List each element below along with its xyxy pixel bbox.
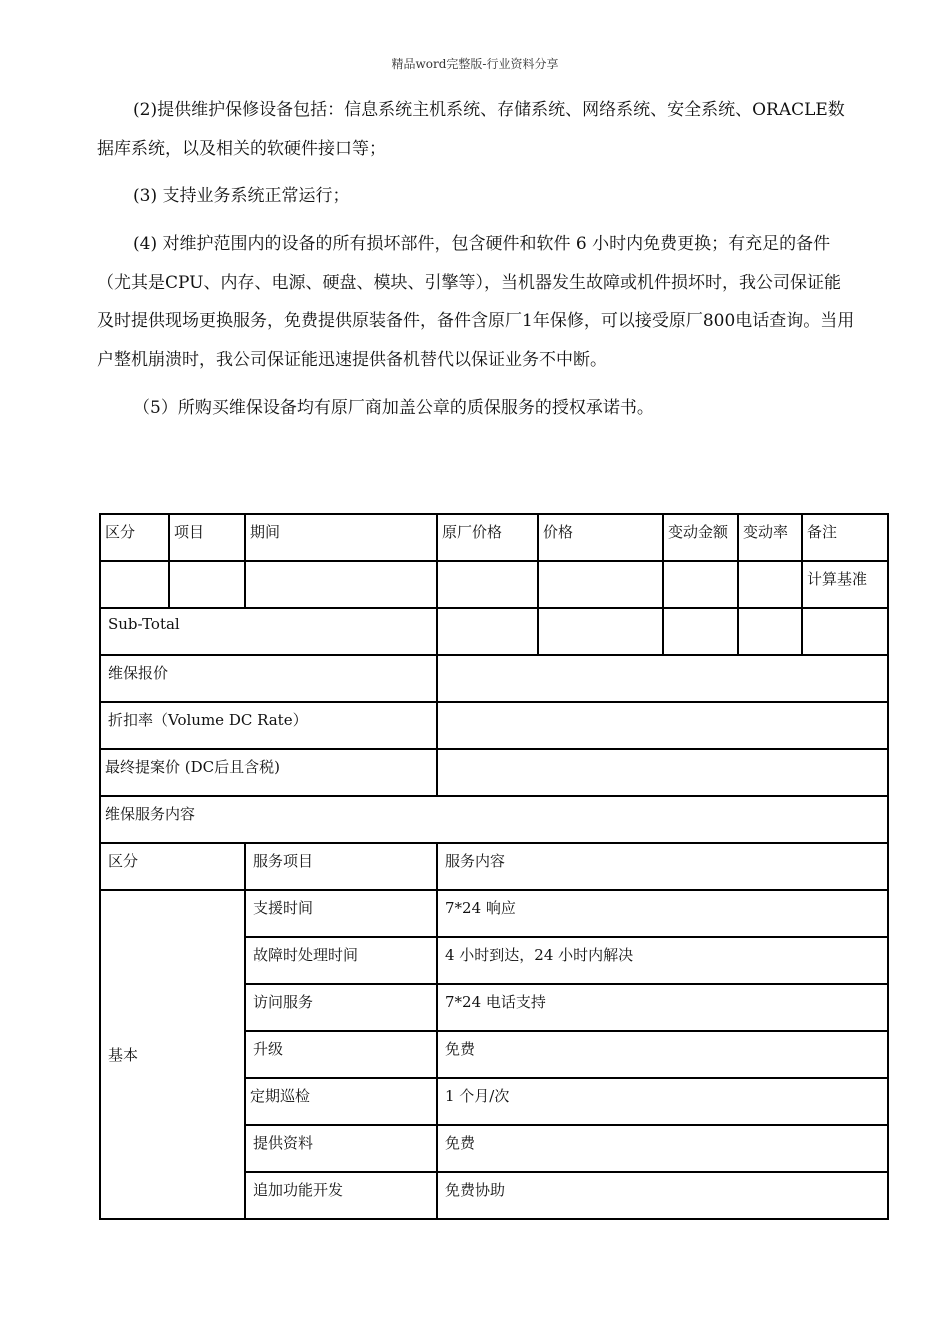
- quote-value: [437, 655, 888, 702]
- final-price-value: [437, 749, 888, 796]
- header-cell-original-price: 原厂价格: [437, 514, 538, 561]
- table-cell: [437, 608, 538, 655]
- table-cell: [663, 608, 738, 655]
- service-content: 免费: [437, 1125, 888, 1172]
- service-row: [100, 890, 888, 937]
- discount-label: 折扣率（Volume DC Rate）: [100, 702, 437, 749]
- discount-row: [100, 702, 888, 749]
- table-cell: [437, 561, 538, 608]
- final-price-row: [100, 749, 888, 796]
- table-cell: [169, 561, 245, 608]
- service-content: 7*24 电话支持: [437, 984, 888, 1031]
- service-item: 支援时间: [245, 890, 437, 937]
- quote-label: 维保报价: [100, 655, 437, 702]
- service-header-row: [100, 843, 888, 890]
- maintenance-table: [99, 513, 889, 1220]
- table-cell: [663, 561, 738, 608]
- paragraph-2: (2)提供维护保修设备包括：信息系统主机系统、存储系统、网络系统、安全系统、ORACLE数据库系统，以及相关的软硬件接口等；: [97, 100, 845, 159]
- subtotal-row: [100, 608, 888, 655]
- paragraph-5: （5）所购买维保设备均有原厂商加盖公章的质保服务的授权承诺书。: [133, 398, 654, 418]
- service-item: 追加功能开发: [245, 1172, 437, 1219]
- service-header-category: 区分: [100, 843, 245, 890]
- service-item: 定期巡检: [245, 1078, 437, 1125]
- header-cell-change-rate: 变动率: [738, 514, 802, 561]
- service-header-content: 服务内容: [437, 843, 888, 890]
- table-row: [100, 561, 888, 608]
- table-cell: [738, 608, 802, 655]
- quote-row: [100, 655, 888, 702]
- basic-category-cell: 基本: [100, 890, 245, 1219]
- final-price-label: 最终提案价 (DC后且含税): [100, 749, 437, 796]
- header-cell-change-amount: 变动金额: [663, 514, 738, 561]
- table-cell: [538, 608, 663, 655]
- paragraph-3: (3) 支持业务系统正常运行；: [133, 186, 350, 206]
- paragraph-4: (4) 对维护范围内的设备的所有损坏部件，包含硬件和软件 6 小时内免费更换；有充足的备件（尤其是CPU、内存、电源、硬盘、模块、引擎等），当机器发生故障或机件损坏时，我公司保证能及时提供现场更换服务，免费提供原装备件，备件含原厂1年保修，可以接受原厂800电话查询。当用户整机崩溃时，我公司保证能迅速提供备机替代以保证业务不中断。: [97, 234, 855, 370]
- service-item: 故障时处理时间: [245, 937, 437, 984]
- table-cell: [100, 561, 169, 608]
- subtotal-label: Sub-Total: [100, 608, 437, 655]
- service-content: 1 个月/次: [437, 1078, 888, 1125]
- service-item: 访问服务: [245, 984, 437, 1031]
- service-item: 提供资料: [245, 1125, 437, 1172]
- remark-cell: 计算基准: [802, 561, 888, 608]
- page-header: 精品word完整版-行业资料分享: [391, 57, 559, 71]
- service-content: 免费协助: [437, 1172, 888, 1219]
- table-cell: [245, 561, 437, 608]
- table-cell: [538, 561, 663, 608]
- service-item: 升级: [245, 1031, 437, 1078]
- header-cell-period: 期间: [245, 514, 437, 561]
- table-cell: [738, 561, 802, 608]
- header-cell-remark: 备注: [802, 514, 888, 561]
- header-cell-price: 价格: [538, 514, 663, 561]
- service-content: 7*24 响应: [437, 890, 888, 937]
- table-cell: [802, 608, 888, 655]
- service-content: 4 小时到达，24 小时内解决: [437, 937, 888, 984]
- service-title-row: [100, 796, 888, 843]
- header-cell-item: 项目: [169, 514, 245, 561]
- service-content: 免费: [437, 1031, 888, 1078]
- discount-value: [437, 702, 888, 749]
- service-section-title: 维保服务内容: [100, 796, 888, 843]
- table-header-row: [100, 514, 888, 561]
- header-cell-category: 区分: [100, 514, 169, 561]
- service-header-item: 服务项目: [245, 843, 437, 890]
